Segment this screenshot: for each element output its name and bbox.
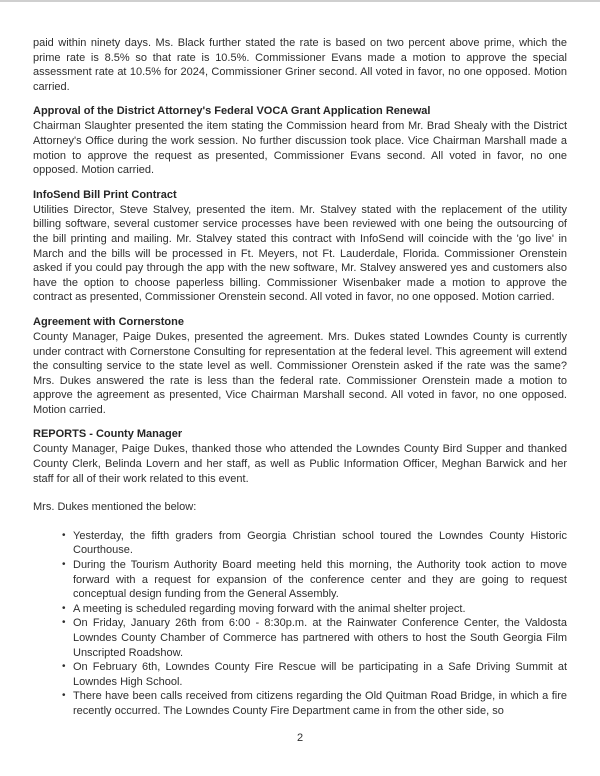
section-heading-voca-grant-renewal: Approval of the District Attorney's Federal VOCA Grant Application Renewal	[33, 105, 431, 118]
list-item-courthouse-tour: • Yesterday, the fifth graders from Georgia Christian school toured the Lowndes County Historic Courthouse.	[73, 529, 567, 558]
document-page	[0, 2, 600, 776]
list-item-animal-shelter: • A meeting is scheduled regarding moving forward with the animal shelter project.	[73, 602, 567, 617]
list-item-tourism-authority: • During the Tourism Authority Board meeting held this morning, the Authority took action to move forward with a request for expansion of the conference center and they are going to request conceptual design funding from the General Assembly.	[73, 558, 567, 602]
section-body-reports-county-manager: County Manager, Paige Dukes, thanked those who attended the Lowndes County Bird Supper and thanked County Clerk, Belinda Lovern and her staff, as well as Public Information Officer, Meghan Barwick and her staff for all of their work related to this event.	[33, 443, 567, 485]
paragraph-mentioned-below: Mrs. Dukes mentioned the below:	[33, 501, 197, 514]
section-body-voca-grant-renewal: Chairman Slaughter presented the item stating the Commission heard from Mr. Brad Shealy with the District Attorney's Office during the work session. No further discussion took place. Vice Chairman Marshall made a motion to approve the request as presented, Commissioner Evans second. All voted in favor, no one opposed. Motion carried.	[33, 120, 567, 177]
list-item-old-quitman-road-bridge: • There have been calls received from citizens regarding the Old Quitman Road Bridge, in which a fire recently occurred. The Lowndes County Fire Department came in from the other side, so	[73, 689, 567, 718]
list-item-safe-driving-summit: • On February 6th, Lowndes County Fire Rescue will be participating in a Safe Driving Summit at Lowndes High School.	[73, 660, 567, 689]
section-body-cornerstone-agreement: County Manager, Paige Dukes, presented the agreement. Mrs. Dukes stated Lowndes County is currently under contract with Cornerstone Consulting for representation at the federal level. This agreement will extend the consulting service to the state level as well. Commissioner Orenstein asked if the rate was the same? Mrs. Dukes answered the rate is less than the federal rate. Commissioner Orenstein made a motion to approve the agreement as presented, Vice Chairman Marshall second. All voted in favor, no one opposed. Motion carried.	[33, 330, 567, 416]
section-heading-infosend-contract: InfoSend Bill Print Contract	[33, 188, 177, 201]
county-manager-report-list	[33, 529, 567, 719]
section-heading-cornerstone-agreement: Agreement with Cornerstone	[33, 315, 184, 328]
paragraph-special-assessment-rate: paid within ninety days. Ms. Black further stated the rate is based on two percent above prime, which the prime rate is 8.5% so that rate is 10.5%. Commissioner Evans made a motion to approve the special assessment rate at 10.5% for 2024, Commissioner Griner second. All voted in favor, no one opposed. Motion carried.	[33, 37, 567, 93]
section-body-infosend-contract: Utilities Director, Steve Stalvey, presented the item. Mr. Stalvey stated with the replacement of the utility billing software, several customer service processes have been reviewed with one being the outsourcing of the bill printing and mailing. Mr. Stalvey stated this contract with InfoSend will coincide with the 'go live' in March and the bills will be processed in Ft. Meyers, not Ft. Lauderdale, Florida. Commissioner Orenstein asked if you could pay through the app with the new software, Mr. Stalvey answered yes and customers also have the option to choose paperless billing. Commissioner Wisenbaker made a motion to approve the contract as presented, Commissioner Orenstein second. All voted in favor, no one opposed. Motion carried.	[33, 203, 567, 304]
page-number: 2	[296, 731, 304, 744]
list-item-film-roadshow: • On Friday, January 26th from 6:00 - 8:30p.m. at the Rainwater Conference Center, the Valdosta Lowndes County Chamber of Commerce has partnered with others to host the South Georgia Film Unscripted Roadshow.	[73, 616, 567, 660]
section-heading-reports-county-manager: REPORTS - County Manager	[33, 428, 183, 441]
